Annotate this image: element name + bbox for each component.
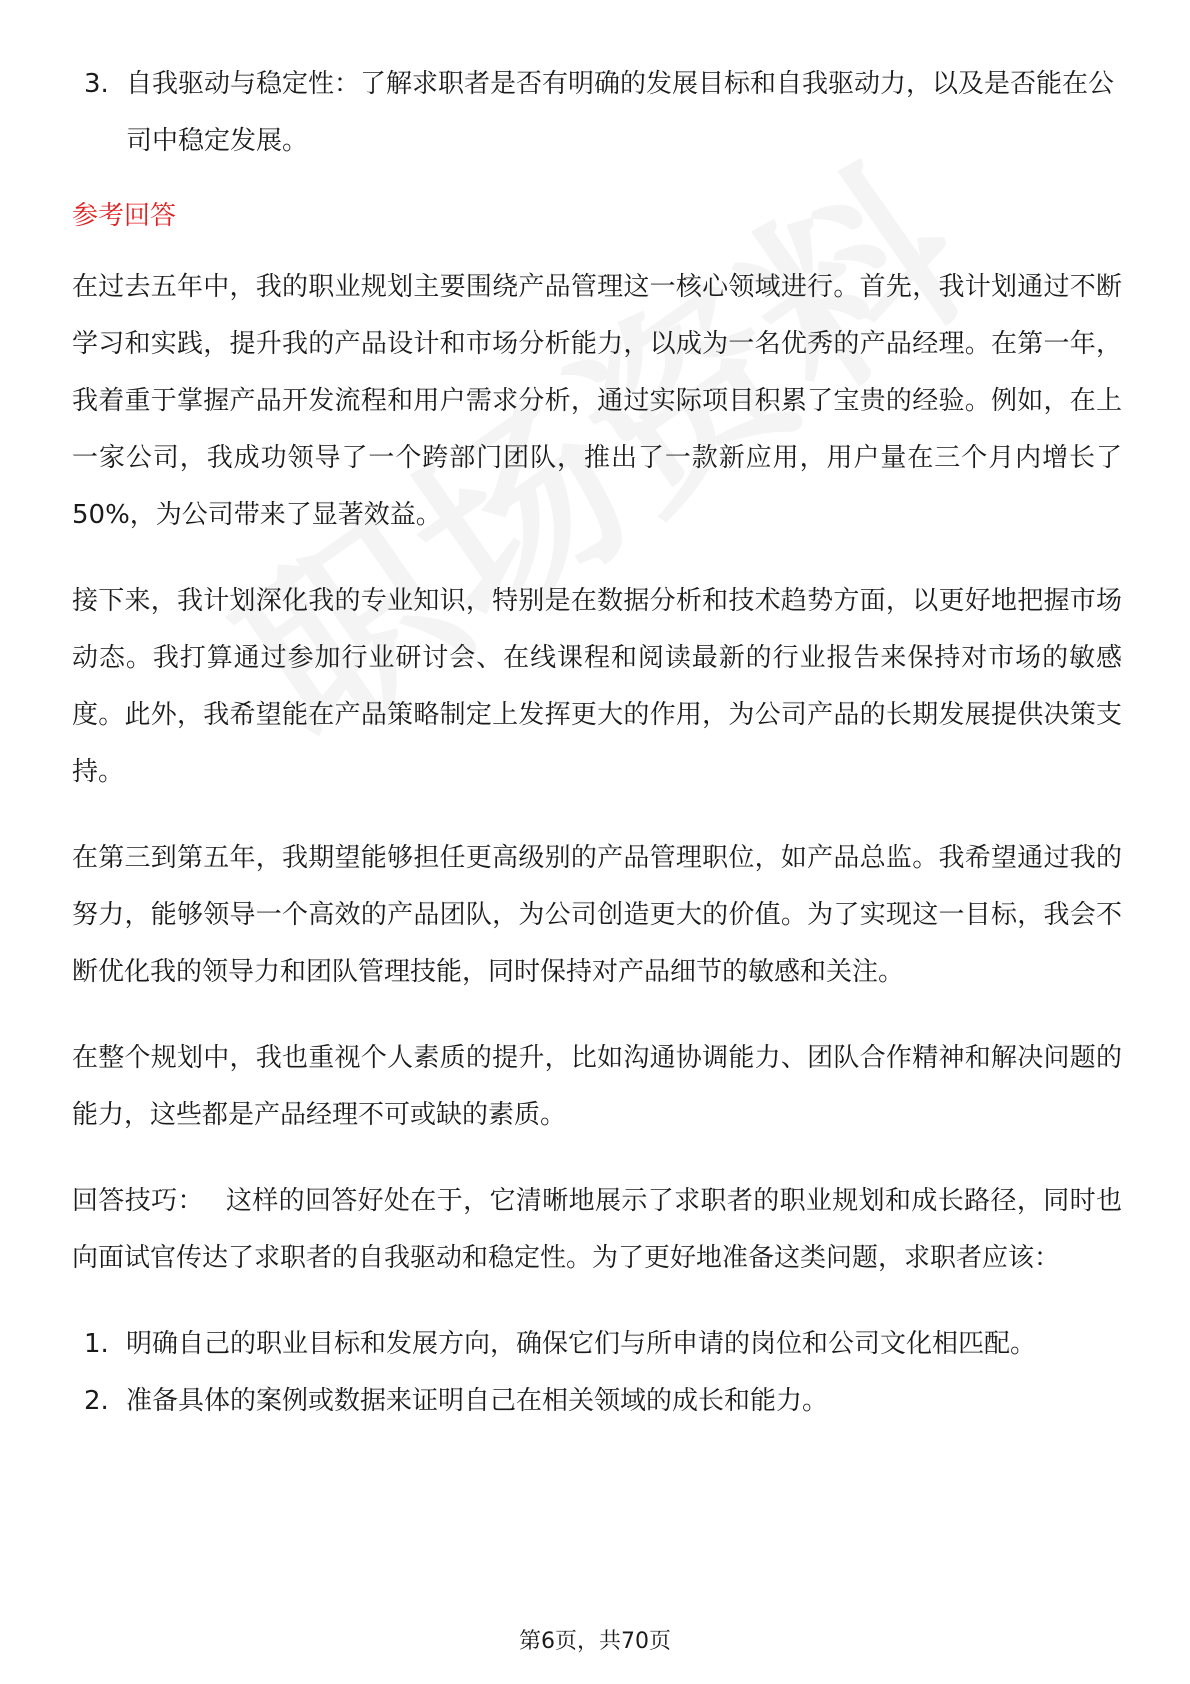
tips-text: 这样的回答好处在于，它清晰地展示了求职者的职业规划和成长路径，同时也向面试官传达了求职者的自我驱动和稳定性。为了更好地准备这类问题，求职者应该： [72, 1186, 1122, 1273]
section-title: 参考回答 [72, 201, 177, 231]
list-item-text: 自我驱动与稳定性：了解求职者是否有明确的发展目标和自我驱动力，以及是否能在公司中稳定发展。 [126, 69, 1115, 156]
page-content [72, 56, 1122, 1430]
answer-paragraph-3: 在第三到第五年，我期望能够担任更高级别的产品管理职位，如产品总监。我希望通过我的努力，能够领导一个高效的产品团队，为公司创造更大的价值。为了实现这一目标，我会不断优化我的领导力和团队管理技能，同时保持对产品细节的敏感和关注。 [72, 843, 1122, 987]
page-footer: 第6页，共70页 [519, 1629, 671, 1654]
answer-paragraph-1: 在过去五年中，我的职业规划主要围绕产品管理这一核心领域进行。首先，我计划通过不断学习和实践，提升我的产品设计和市场分析能力，以成为一名优秀的产品经理。在第一年，我着重于掌握产品开发流程和用户需求分析，通过实际项目积累了宝贵的经验。例如，在上一家公司，我成功领导了一个跨部门团队，推出了一款新应用，用户量在三个月内增长了50%，为公司带来了显著效益。 [72, 272, 1122, 530]
list-number: 2. [84, 1386, 109, 1416]
list-item-text: 明确自己的职业目标和发展方向，确保它们与所申请的岗位和公司文化相匹配。 [126, 1329, 1037, 1359]
answer-paragraph-4: 在整个规划中，我也重视个人素质的提升，比如沟通协调能力、团队合作精神和解决问题的能力，这些都是产品经理不可或缺的素质。 [72, 1043, 1122, 1130]
answer-tips [72, 1173, 1122, 1287]
tips-label: 回答技巧： [72, 1186, 204, 1216]
list-item [72, 56, 1122, 170]
list-number: 1. [84, 1329, 109, 1359]
list-item-text: 准备具体的案例或数据来证明自己在相关领域的成长和能力。 [126, 1386, 829, 1416]
answer-paragraph-2: 接下来，我计划深化我的专业知识，特别是在数据分析和技术趋势方面，以更好地把握市场动态。我打算通过参加行业研讨会、在线课程和阅读最新的行业报告来保持对市场的敏感度。此外，我希望能在产品策略制定上发挥更大的作用，为公司产品的长期发展提供决策支持。 [72, 586, 1122, 787]
list-item [72, 1316, 1122, 1373]
list-number: 3. [84, 69, 109, 99]
list-item [72, 1373, 1122, 1430]
